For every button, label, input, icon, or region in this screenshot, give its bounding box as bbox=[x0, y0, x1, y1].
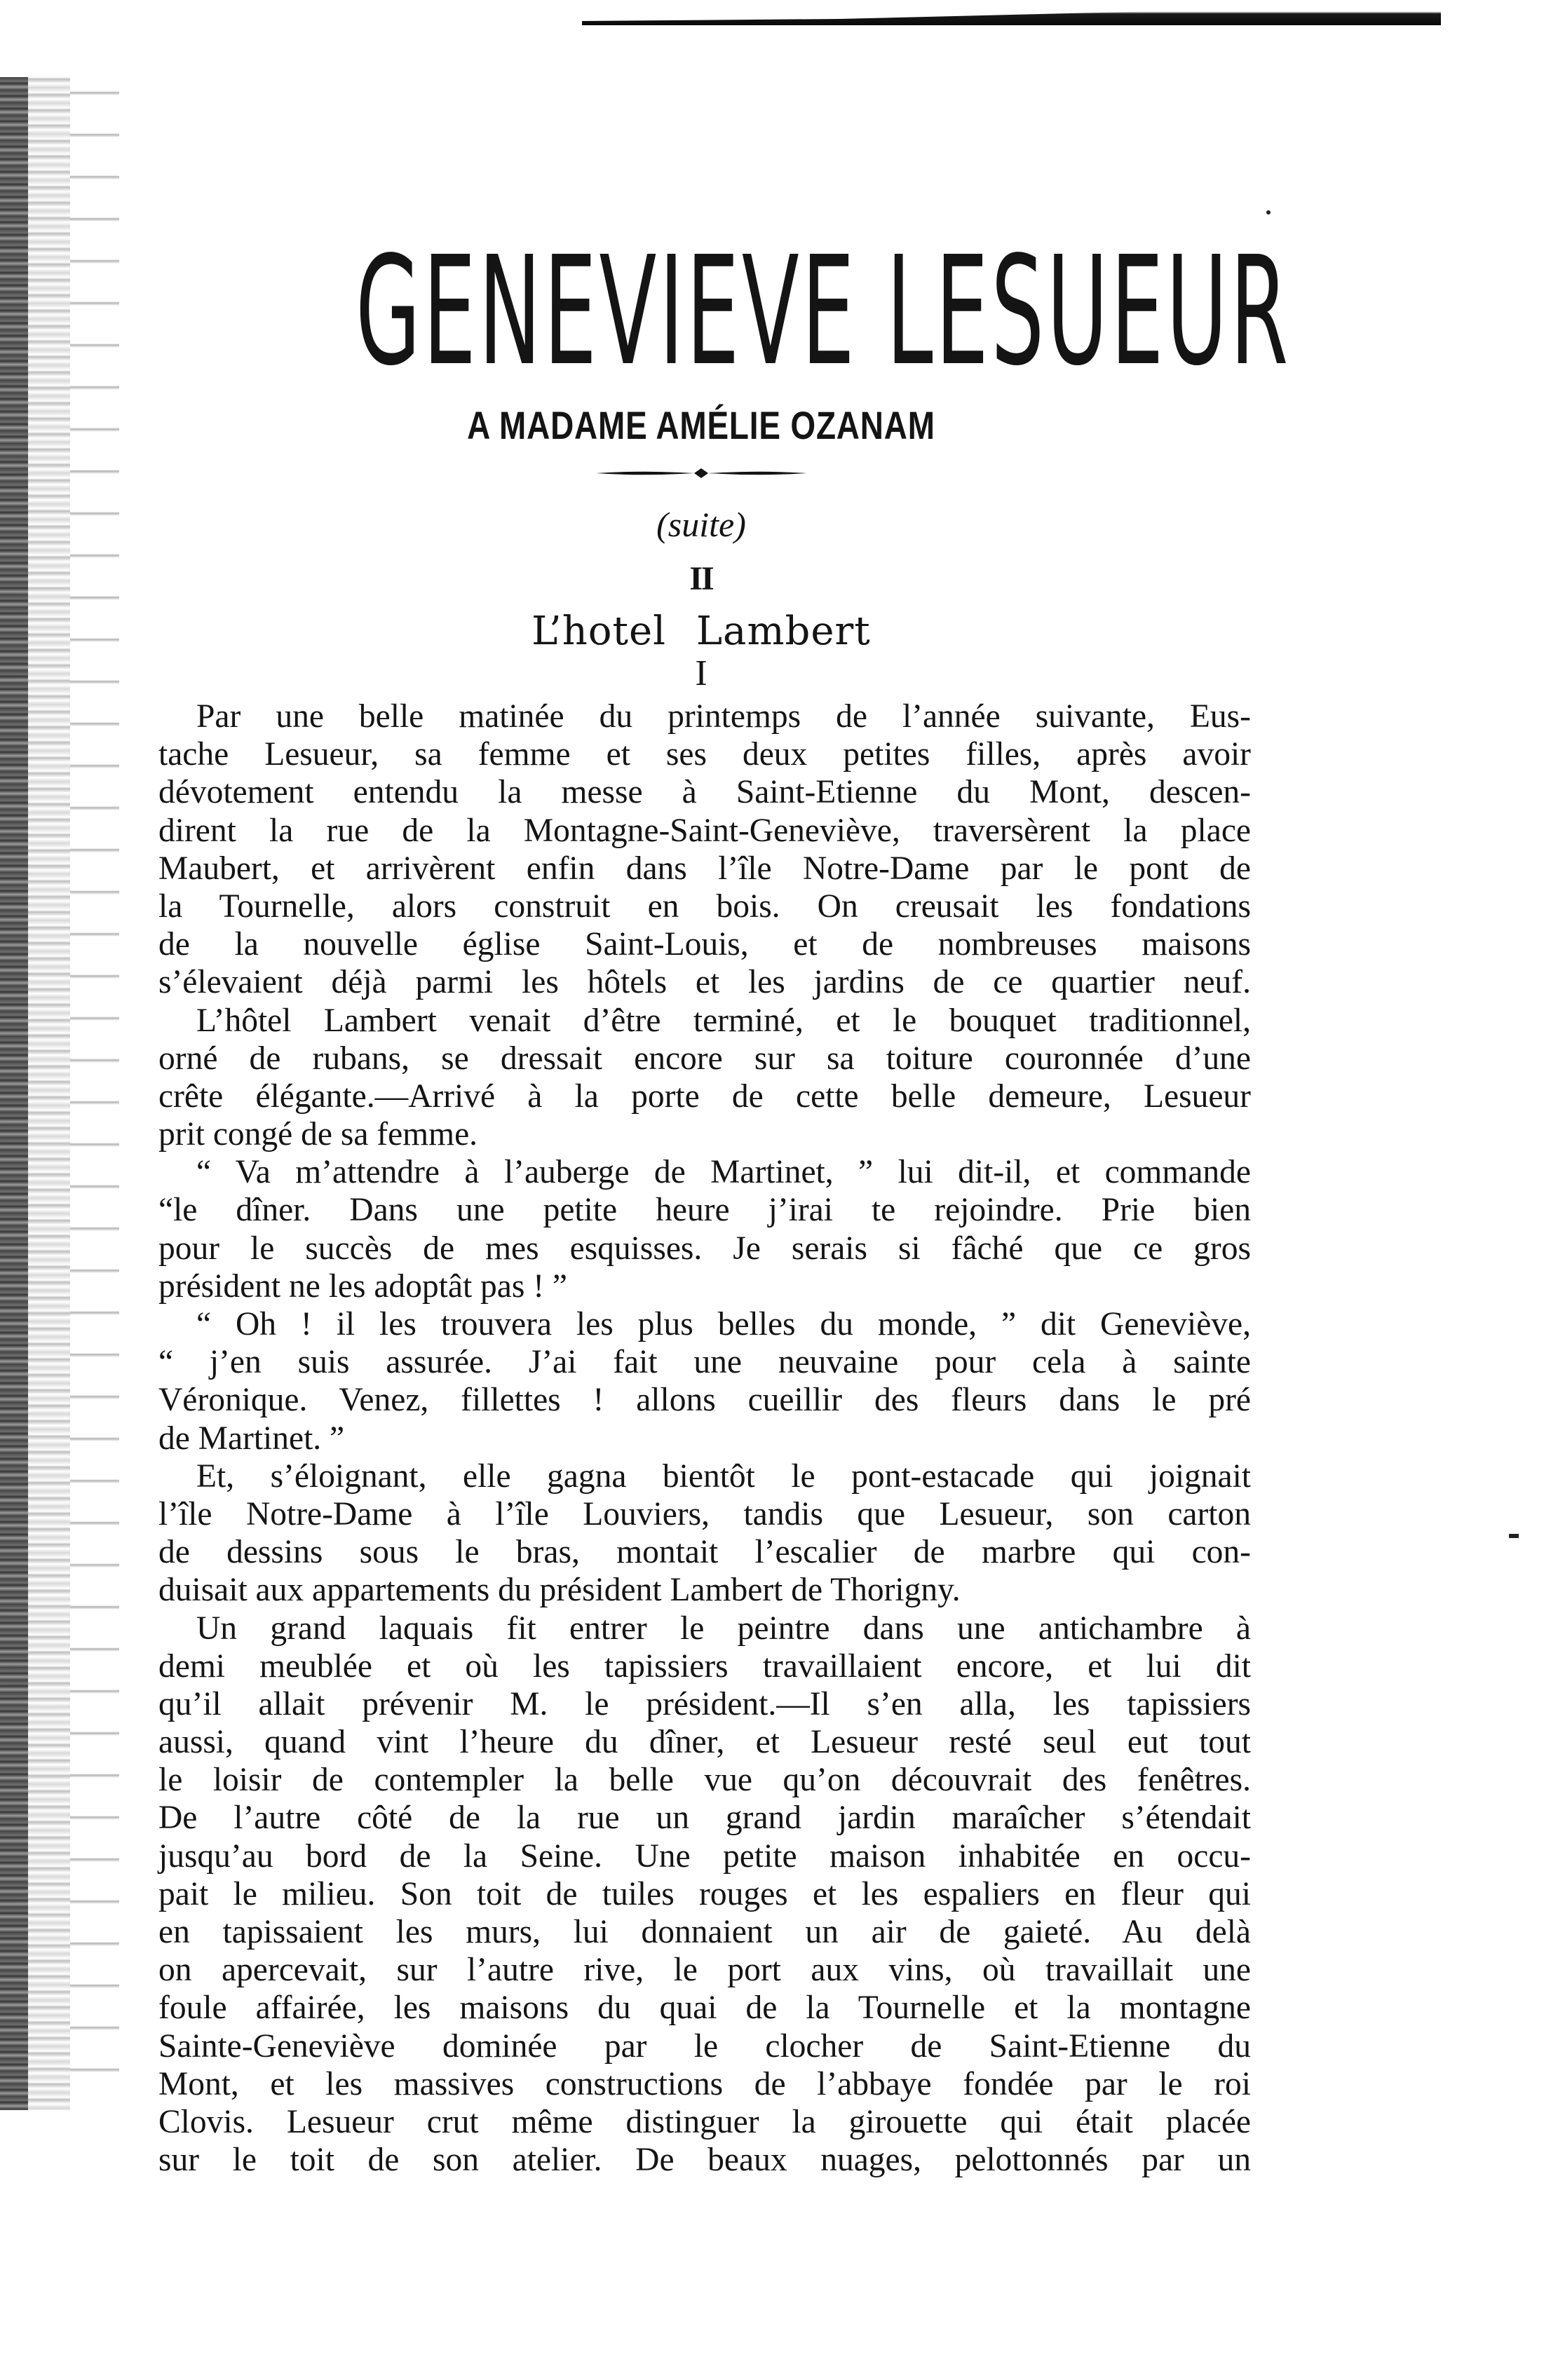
text-line: de dessins sous le bras, montait l’escalier de marbre qui con- bbox=[158, 1534, 1251, 1571]
text-line: Par une belle matinée du printemps de l’année suivante, Eus- bbox=[196, 698, 1251, 735]
text-line: l’île Notre-Dame à l’île Louviers, tandis que Lesueur, son carton bbox=[158, 1495, 1251, 1532]
text-line: qu’il allait prévenir M. le président.—Il s’en alla, les tapissiers bbox=[158, 1685, 1251, 1722]
text-line: pour le succès de mes esquisses. Je serais si fâché que ce gros bbox=[158, 1230, 1251, 1267]
ornament-divider-icon bbox=[596, 466, 806, 480]
text-line: “ Va m’attendre à l’auberge de Martinet, ” lui dit-il, et commande bbox=[196, 1154, 1251, 1191]
text-line: demi meublée et où les tapissiers travaillaient encore, et lui dit bbox=[158, 1647, 1251, 1685]
text-line: on apercevait, sur l’autre rive, le port aux vins, où travaillait une bbox=[158, 1952, 1251, 1989]
text-line: De l’autre côté de la rue un grand jardin maraîcher s’étendait bbox=[158, 1800, 1251, 1837]
text-line: Clovis. Lesueur crut même distinguer la girouette qui était placée bbox=[158, 2103, 1251, 2140]
text-line: prit congé de sa femme. bbox=[158, 1116, 478, 1153]
margin-mark bbox=[1509, 1534, 1519, 1538]
ink-speck bbox=[1266, 210, 1271, 215]
dedication: A MADAME AMÉLIE OZANAM bbox=[467, 403, 935, 447]
text-line: président ne les adoptât pas ! ” bbox=[158, 1267, 567, 1305]
continuation-note: (suite) bbox=[656, 505, 746, 544]
scan-edge-rule bbox=[582, 4, 1441, 25]
scan-binding-shadow bbox=[28, 77, 70, 2110]
text-line: sur le toit de son atelier. De beaux nuages, pelottonnés par un bbox=[158, 2142, 1251, 2179]
story-title: GENEVIEVE LESUEUR bbox=[355, 224, 1291, 399]
text-line: Maubert, et arrivèrent enfin dans l’île Notre-Dame par le pont de bbox=[158, 850, 1251, 887]
text-line: Mont, et les massives constructions de l’abbaye fondée par le roi bbox=[158, 2065, 1251, 2102]
text-line: duisait aux appartements du président Lambert de Thorigny. bbox=[158, 1572, 961, 1609]
text-line: en tapissaient les murs, lui donnaient un air de gaieté. Au delà bbox=[158, 1914, 1251, 1950]
chapter-title: L’hotel Lambert bbox=[531, 608, 871, 654]
text-line: orné de rubans, se dressait encore sur sa toiture couronnée d’une bbox=[158, 1040, 1251, 1077]
text-line: foule affairée, les maisons du quai de la Tournelle et la montagne bbox=[158, 1990, 1251, 2027]
text-line: “ j’en suis assurée. J’ai fait une neuvaine pour cela à sainte bbox=[158, 1344, 1251, 1381]
text-line: crête élégante.—Arrivé à la porte de cette belle demeure, Lesueur bbox=[158, 1077, 1251, 1115]
text-line: Et, s’éloignant, elle gagna bientôt le pont-estacade qui joignait bbox=[196, 1457, 1251, 1495]
text-line: “le dîner. Dans une petite heure j’irai te rejoindre. Prie bien bbox=[158, 1192, 1251, 1229]
scan-binding-marks bbox=[70, 77, 119, 2110]
text-line: tache Lesueur, sa femme et ses deux petites filles, après avoir bbox=[158, 736, 1251, 773]
text-line: pait le milieu. Son toit de tuiles rouges et les espaliers en fleur qui bbox=[158, 1875, 1251, 1912]
text-line: dévotement entendu la messe à Saint-Etienne du Mont, descen- bbox=[158, 774, 1251, 811]
body-text bbox=[158, 698, 1251, 2179]
part-number: II bbox=[689, 560, 713, 597]
text-line: jusqu’au bord de la Seine. Une petite maison inhabitée en occu- bbox=[158, 1837, 1251, 1875]
scan-binding-edge bbox=[0, 77, 28, 2110]
section-number: I bbox=[695, 653, 707, 693]
text-line: dirent la rue de la Montagne-Saint-Geneviève, traversèrent la place bbox=[158, 812, 1251, 849]
text-line: s’élevaient déjà parmi les hôtels et les jardins de ce quartier neuf. bbox=[158, 964, 1251, 1001]
text-line: la Tournelle, alors construit en bois. On creusait les fondations bbox=[158, 888, 1251, 925]
text-line: de la nouvelle église Saint-Louis, et de nombreuses maisons bbox=[158, 926, 1251, 963]
text-line: “ Oh ! il les trouvera les plus belles du monde, ” dit Geneviève, bbox=[196, 1306, 1251, 1342]
text-line: Un grand laquais fit entrer le peintre dans une antichambre à bbox=[196, 1610, 1251, 1647]
text-line: le loisir de contempler la belle vue qu’on découvrait des fenêtres. bbox=[158, 1762, 1251, 1799]
text-line: Sainte-Geneviève dominée par le clocher de Saint-Etienne du bbox=[158, 2027, 1251, 2065]
text-line: L’hôtel Lambert venait d’être terminé, et le bouquet traditionnel, bbox=[196, 1002, 1251, 1039]
text-line: de Martinet. ” bbox=[158, 1420, 345, 1457]
text-line: aussi, quand vint l’heure du dîner, et Lesueur resté seul eut tout bbox=[158, 1724, 1251, 1761]
text-line: Véronique. Venez, fillettes ! allons cueillir des fleurs dans le pré bbox=[158, 1382, 1251, 1419]
